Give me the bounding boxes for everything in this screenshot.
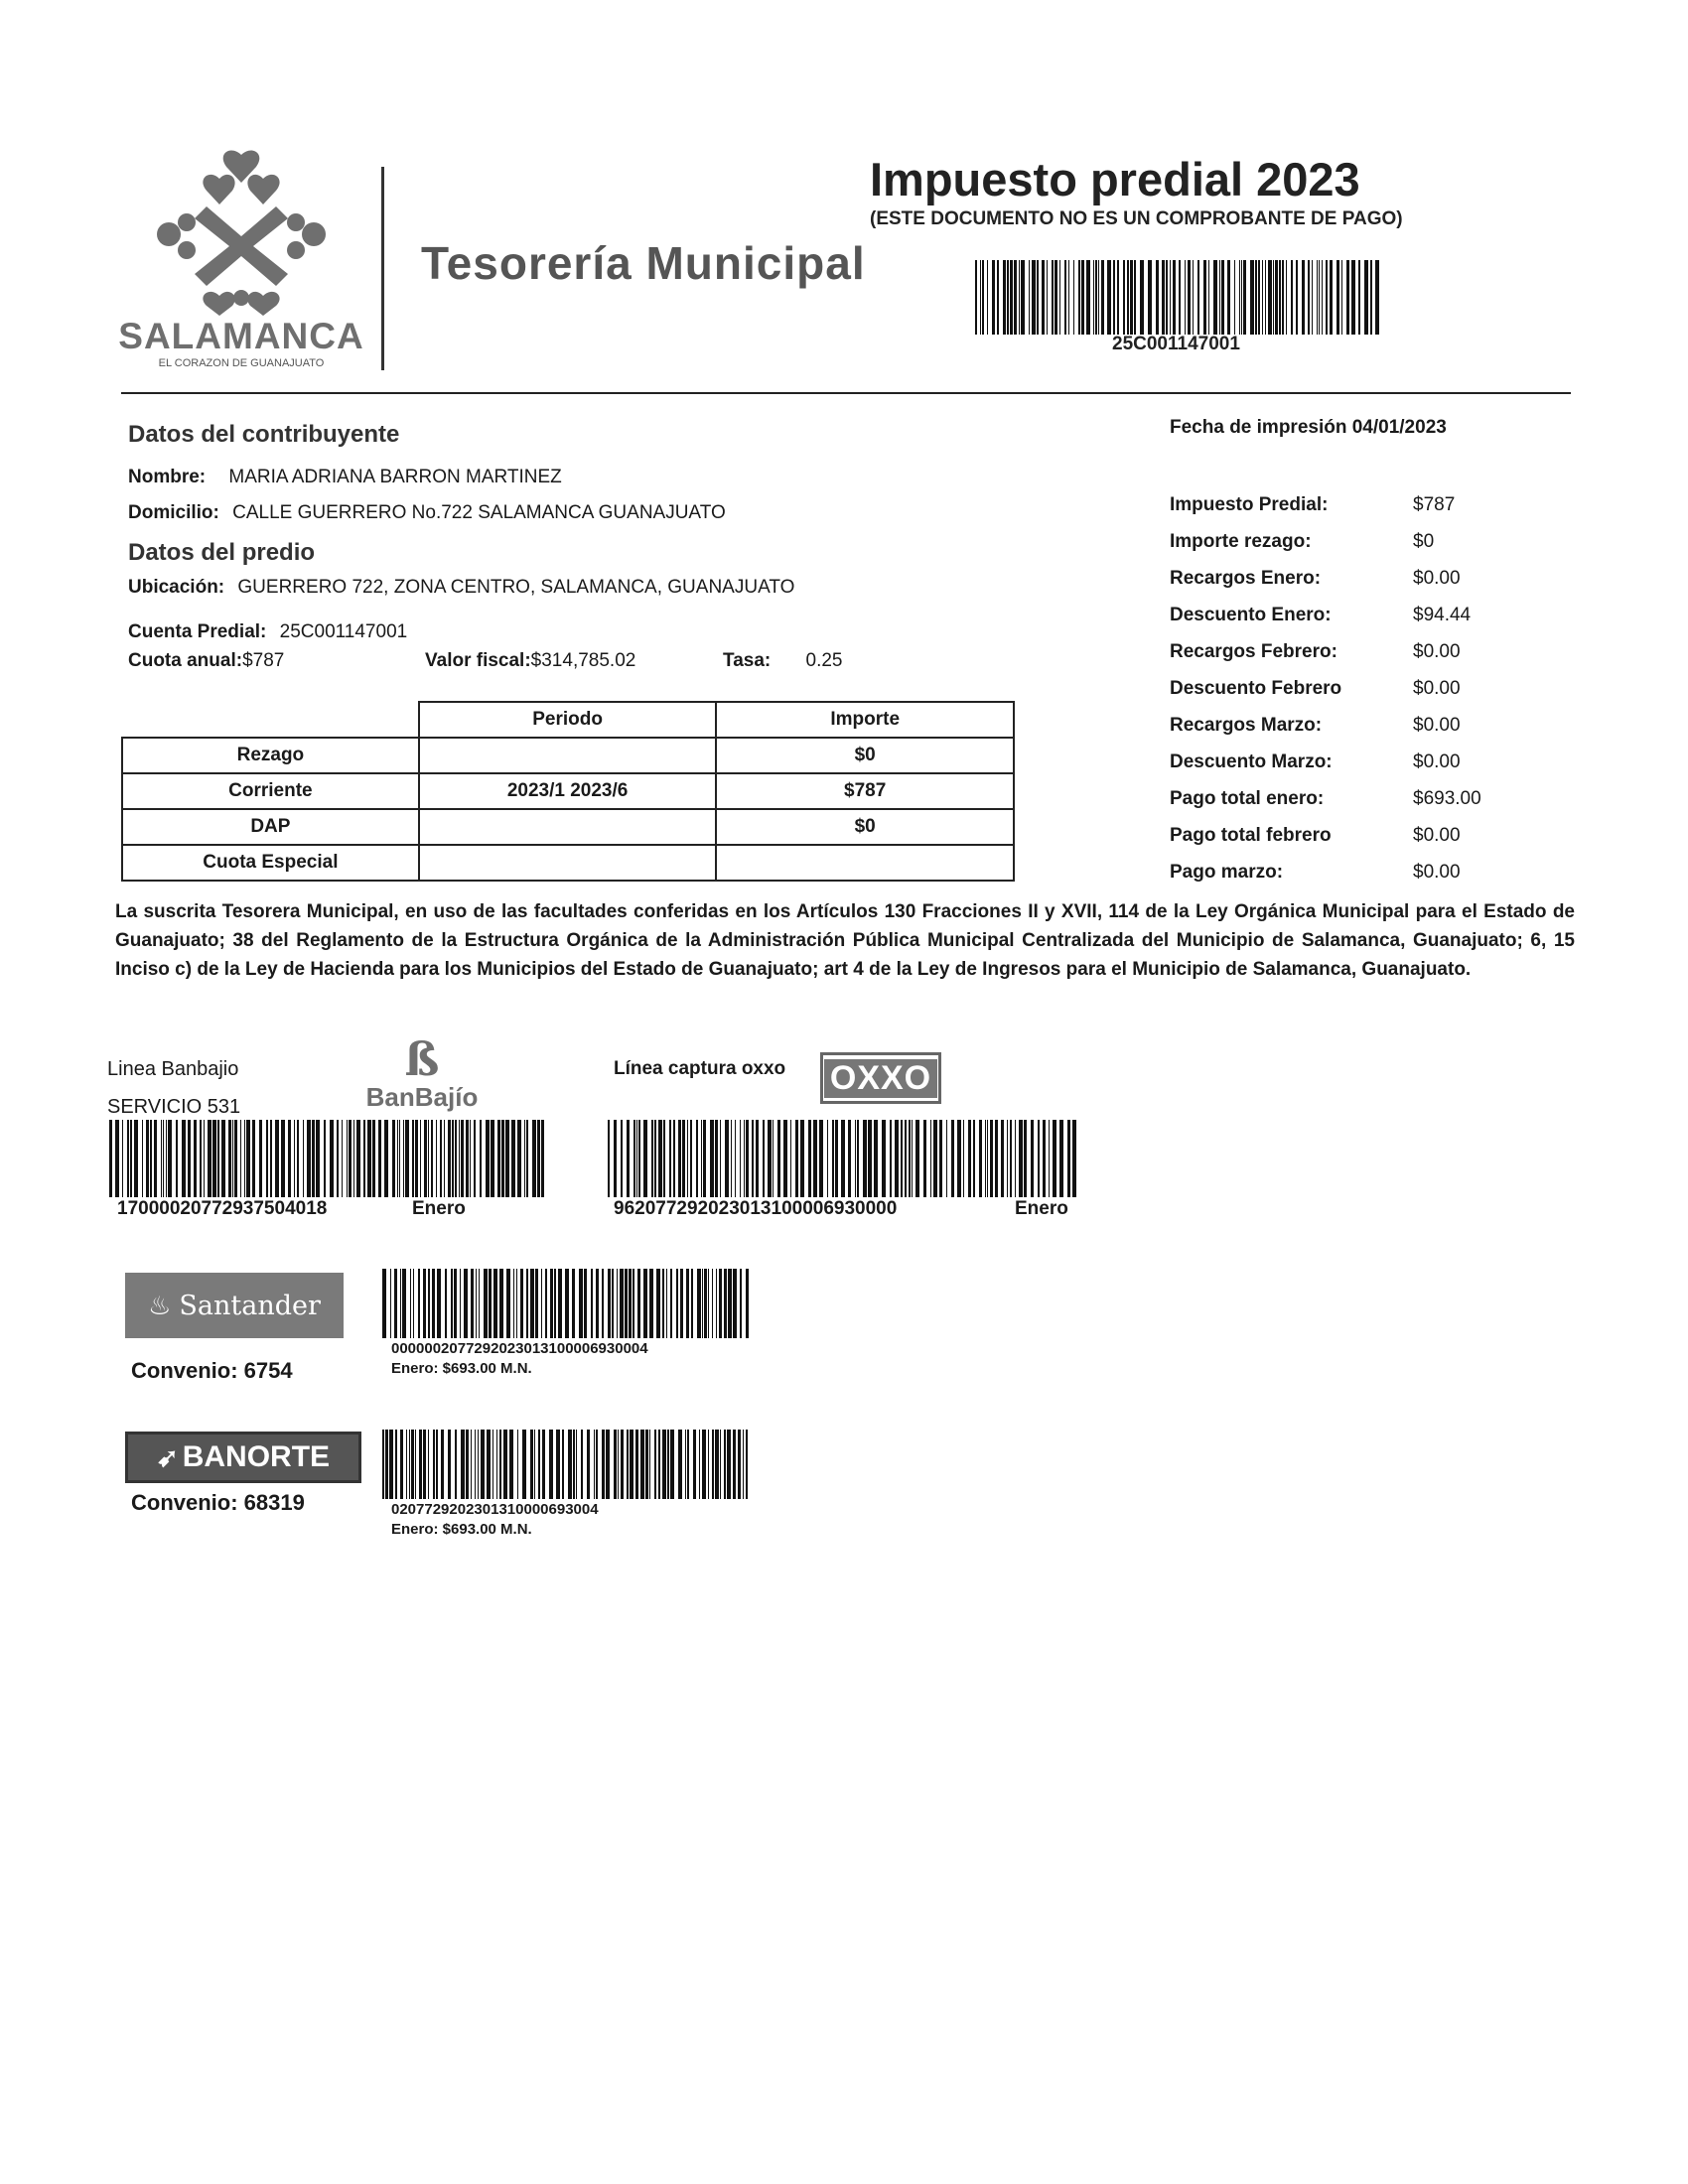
nombre-value: MARIA ADRIANA BARRON MARTINEZ [228,467,562,487]
santander-logo [125,1273,344,1338]
valor-label: Valor fiscal: [425,650,531,671]
table-row [122,845,1014,881]
summary-row [1170,531,1567,567]
summary-value: $0.00 [1413,678,1461,699]
oxxo-logo-text: OXXO [824,1059,937,1098]
summary-value: $0.00 [1413,568,1461,589]
summary-value: $0 [1413,531,1435,552]
oxxo-number: 962077292023013100006930000 [614,1198,898,1219]
summary-label: Recargos Enero: [1170,568,1322,589]
summary-row [1170,825,1567,861]
legal-text: La suscrita Tesorera Municipal, en uso de las facultades conferidas en los Artículos 130 Fracciones II y XVII, 114 de la Ley Orgánica Municipal para el Estado de Guanajuato; 38 del Reglamento de la Estructura Orgánica de la Administración Pública Municipal Centralizada del Municipio de Salamanca, Guanajuato; 6, 15 Inciso c) de la Ley de Hacienda para los Municipios del Estado de Guanajuato; art 4 de la Ley de Ingresos para el Municipio de Salamanca, Guanajuato. [115,901,1575,980]
santander-barcode [380,1269,756,1338]
summary-label: Impuesto Predial: [1170,494,1329,515]
summary-label: Pago total enero: [1170,788,1325,809]
summary-value: $0.00 [1413,862,1461,883]
summary-label: Pago total febrero [1170,825,1332,846]
cuenta-row [128,621,407,643]
cuota-value: $787 [242,650,285,671]
table-header-row [122,702,1014,738]
valor-row [425,650,635,672]
salamanca-emblem-icon [117,147,365,316]
santander-number: 0000002077292023013100006930004 [391,1340,648,1357]
row-concepto: Corriente [122,773,419,809]
summary-row [1170,641,1567,677]
treasury-title: Tesorería Municipal [421,237,866,289]
summary-row [1170,678,1567,714]
header-divider [381,167,384,370]
tasa-label: Tasa: [723,650,772,671]
oxxo-month: Enero [1015,1198,1068,1219]
nombre-row [128,467,562,488]
row-importe: $0 [716,738,1014,773]
table-row [122,773,1014,809]
summary-value: $0.00 [1413,825,1461,846]
banbajio-logo-text: BanBajío [365,1082,479,1112]
oxxo-logo [820,1052,941,1104]
fecha-label: Fecha de impresión [1170,417,1347,438]
summary-row [1170,751,1567,787]
summary-row [1170,568,1567,604]
domicilio-label: Domicilio: [128,502,219,523]
summary-row [1170,788,1567,824]
row-importe [716,845,1014,881]
document-subtitle: (ESTE DOCUMENTO NO ES UN COMPROBANTE DE PAGO) [870,208,1403,229]
summary-label: Recargos Febrero: [1170,641,1337,662]
banorte-convenio: Convenio: 68319 [131,1490,305,1515]
summary-label: Importe rezago: [1170,531,1312,552]
summary-label: Descuento Febrero [1170,678,1342,699]
row-periodo: 2023/1 2023/6 [419,773,717,809]
valor-value: $314,785.02 [530,650,636,671]
banorte-barcode [380,1430,756,1499]
banbajio-month: Enero [412,1198,466,1219]
salamanca-logo [117,147,365,375]
banbajio-number: 17000020772937504018 [117,1198,328,1219]
table-row [122,809,1014,845]
summary-row [1170,605,1567,640]
banbajio-label: Linea Banbajio [107,1058,239,1080]
summary-label: Recargos Marzo: [1170,715,1323,736]
banorte-mark-icon: ➹ [156,1441,179,1472]
table-row [122,738,1014,773]
periodos-table [121,701,1015,882]
header-periodo: Periodo [419,702,717,738]
summary-row [1170,715,1567,751]
table-corner [122,702,419,738]
banbajio-barcode [107,1120,552,1197]
header-rule [121,392,1571,394]
fecha-value: 04/01/2023 [1351,417,1447,438]
cuenta-label: Cuenta Predial: [128,621,267,642]
summary-label: Pago marzo: [1170,862,1284,883]
summary-row [1170,494,1567,530]
contribuyente-section-title: Datos del contribuyente [128,421,400,448]
cuenta-value: 25C001147001 [279,621,408,642]
row-periodo [419,738,717,773]
row-concepto: DAP [122,809,419,845]
banbajio-mark-icon: ß [404,1032,440,1086]
banbajio-servicio: SERVICIO 531 [107,1096,241,1118]
row-concepto: Cuota Especial [122,845,419,881]
summary-label: Descuento Marzo: [1170,751,1333,772]
row-periodo [419,809,717,845]
predio-section-title: Datos del predio [128,539,316,566]
account-barcode [973,260,1380,335]
ubicacion-label: Ubicación: [128,577,225,598]
summary-value: $693.00 [1413,788,1481,809]
row-concepto: Rezago [122,738,419,773]
fecha-impresion [1170,417,1447,439]
santander-amount: Enero: $693.00 M.N. [391,1360,532,1377]
account-barcode-number: 25C001147001 [1112,334,1240,354]
banorte-logo-text: BANORTE [182,1440,331,1473]
summary-value: $0.00 [1413,641,1461,662]
document-title: Impuesto predial 2023 [870,153,1360,205]
header-importe: Importe [716,702,1014,738]
oxxo-label: Línea captura oxxo [614,1058,786,1079]
municipality-name: SALAMANCA [118,316,364,356]
domicilio-value: CALLE GUERRERO No.722 SALAMANCA GUANAJUATO [232,502,726,523]
municipality-tagline: EL CORAZON DE GUANAJUATO [158,357,325,369]
row-importe: $787 [716,773,1014,809]
oxxo-barcode [606,1120,1080,1197]
santander-logo-text: Santander [179,1290,321,1321]
tasa-value: 0.25 [805,650,843,671]
santander-convenio: Convenio: 6754 [131,1358,293,1383]
summary-value: $0.00 [1413,751,1461,772]
domicilio-row [128,502,726,524]
banorte-logo [125,1432,361,1483]
tasa-row [723,650,843,672]
cuota-label: Cuota anual: [128,650,243,671]
summary-value: $94.44 [1413,605,1472,625]
banorte-number: 0207729202301310000693004 [391,1501,599,1518]
cuota-row [128,650,284,672]
nombre-label: Nombre: [128,467,207,487]
row-importe: $0 [716,809,1014,845]
row-periodo [419,845,717,881]
banbajio-logo [352,1032,492,1113]
ubicacion-row [128,577,794,599]
summary-value: $0.00 [1413,715,1461,736]
summary-row [1170,862,1567,897]
summary-value: $787 [1413,494,1456,515]
ubicacion-value: GUERRERO 722, ZONA CENTRO, SALAMANCA, GUANAJUATO [237,577,795,598]
summary-label: Descuento Enero: [1170,605,1332,625]
santander-flame-icon: ♨ [148,1290,172,1320]
banorte-amount: Enero: $693.00 M.N. [391,1521,532,1538]
